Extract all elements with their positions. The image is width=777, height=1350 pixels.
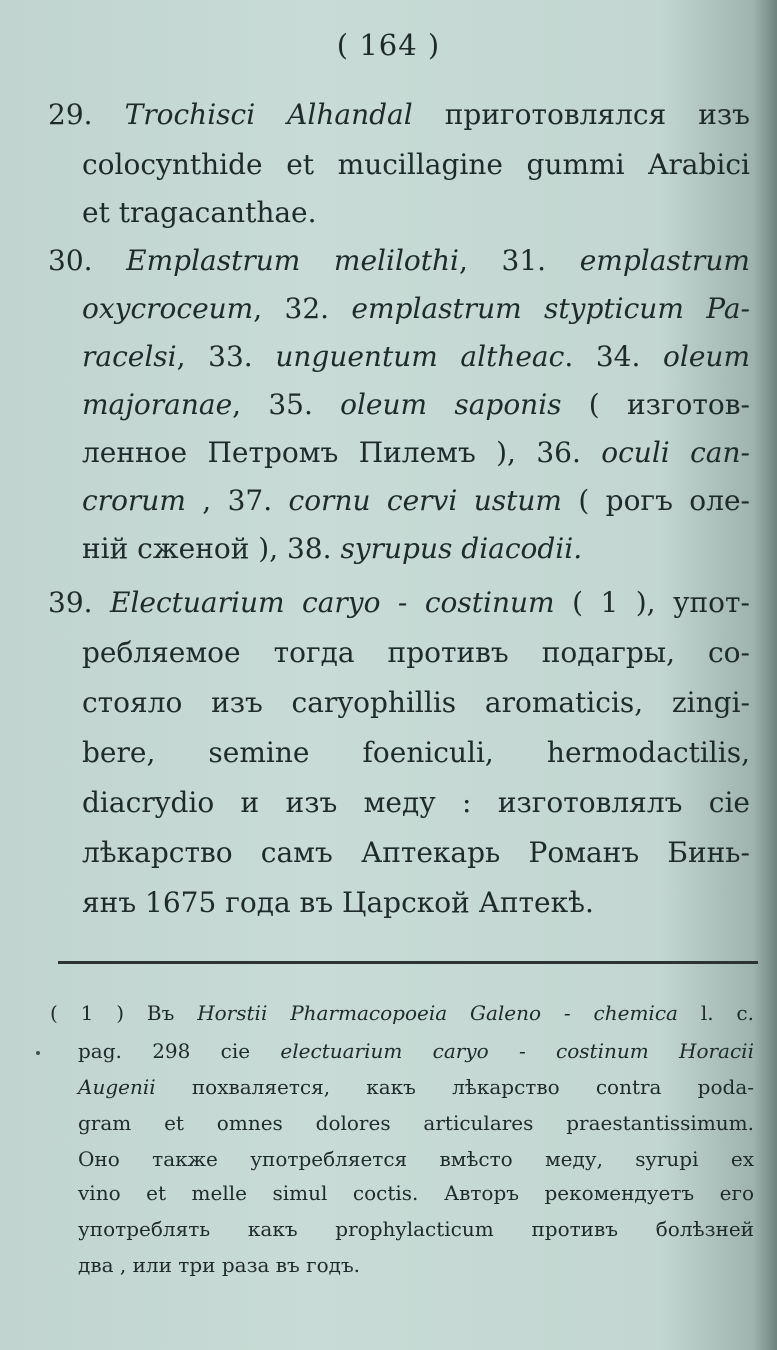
text-line: colocynthide et mucillagine gummi Arabici: [82, 148, 750, 181]
text-line: ребляемое тогда противъ подагры, со-: [82, 636, 750, 669]
text-line: oxycroceum, 32. emplastrum stypticum Pa-: [82, 292, 750, 325]
footnote-line: vino et melle simul coctis. Авторъ рекомендуетъ его: [78, 1181, 754, 1205]
text-line: лѣкарство самъ Аптекарь Романъ Бинь-: [82, 836, 750, 869]
footnote-line: pag. 298 сіе electuarium caryo - costinum Horacii: [78, 1039, 754, 1063]
text-line: bere, semine foeniculi, hermodactilis,: [82, 736, 750, 769]
text-line: ній сженой ), 38. syrupus diacodii.: [82, 532, 583, 565]
footnote-divider: [58, 961, 758, 964]
text-line: 29. Trochisci Alhandal приготовлялся изъ: [48, 98, 750, 131]
footnote-line: ( 1 ) Въ Horstii Pharmacopoeia Galeno - chemica l. c.: [50, 1001, 754, 1025]
footnote-line: употреблять какъ prophylacticum противъ болѣзней: [78, 1217, 754, 1241]
text-line: racelsi, 33. unguentum altheac. 34. oleum: [82, 340, 750, 373]
footnote-line: Augenii похваляется, какъ лѣкарство contra poda-: [78, 1075, 754, 1099]
print-speck: [36, 1051, 40, 1055]
footnote-line: gram et omnes dolores articulares praestantissimum.: [78, 1111, 754, 1135]
text-line: crorum , 37. cornu cervi ustum ( рогъ оле-: [82, 484, 750, 517]
text-line: et tragacanthae.: [82, 196, 317, 229]
text-line: majoranae, 35. oleum saponis ( изготов-: [82, 388, 750, 421]
footnote-line: Оно также употребляется вмѣсто меду, syrupi ex: [78, 1147, 754, 1171]
text-line: янъ 1675 года въ Царской Аптекѣ.: [82, 886, 594, 919]
text-line: ленное Петромъ Пилемъ ), 36. oculi can-: [82, 436, 750, 469]
text-line: стояло изъ caryophillis aromaticis, zingi-: [82, 686, 750, 719]
page-number: ( 164 ): [336, 28, 441, 62]
footnote-line: два , или три раза въ годъ.: [78, 1253, 361, 1277]
text-line: 30. Emplastrum melilothi, 31. emplastrum: [48, 244, 750, 277]
text-line: 39. Electuarium caryo - costinum ( 1 ), упот-: [48, 586, 750, 619]
text-line: diacrydio и изъ меду : изготовлялъ сіе: [82, 786, 750, 819]
